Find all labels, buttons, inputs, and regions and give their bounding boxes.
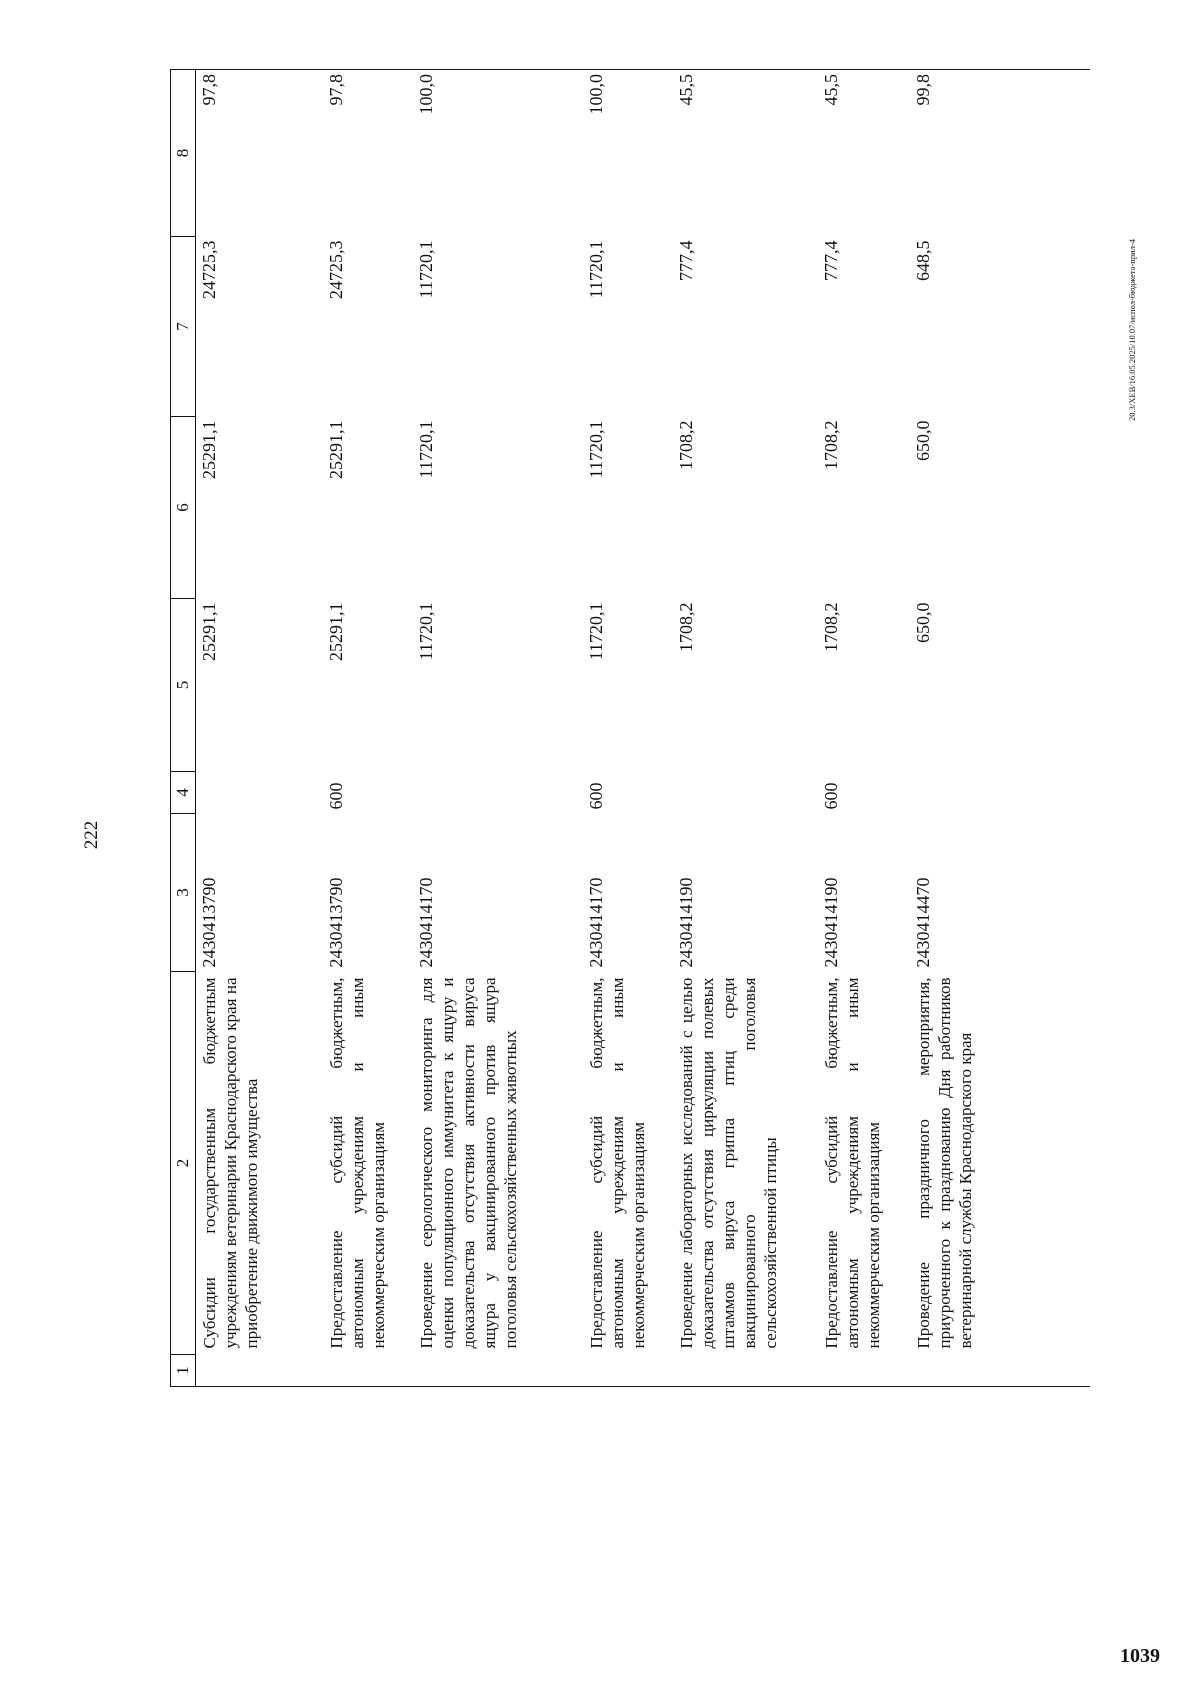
col-header-1: 1 — [171, 1355, 196, 1387]
table-row — [673, 70, 818, 1387]
table-row — [910, 70, 1090, 1387]
row-value-6: 11720,1 — [585, 420, 606, 479]
row-description: Предоставление субсидий бюджетным, автономным учреждениям и иным некоммерческим организациям — [326, 977, 388, 1349]
row-description: Предоставление субсидий бюджетным, автономным учреждениям и иным некоммерческим организациям — [821, 977, 883, 1349]
row-value-7: 777,4 — [675, 240, 696, 281]
row-expense-type — [910, 772, 1090, 814]
col-header-5: 5 — [171, 599, 196, 772]
col-header-6: 6 — [171, 417, 196, 599]
row-expense-type — [196, 772, 323, 814]
row-description: Проведение лабораторных исследований с целью доказательства отсутствия циркуляции полевых штаммов вируса гриппа птиц среди вакцинированного поголовья сельскохозяйственной птицы — [676, 977, 780, 1349]
row-number — [583, 1355, 673, 1387]
row-number — [818, 1355, 910, 1387]
row-value-7: 777,4 — [820, 240, 841, 281]
col-header-7: 7 — [171, 237, 196, 417]
col-header-3: 3 — [171, 814, 196, 972]
table-row — [818, 70, 910, 1387]
row-value-6: 650,0 — [912, 420, 933, 461]
col-header-2: 2 — [171, 972, 196, 1355]
row-percent: 100,0 — [413, 70, 583, 237]
row-value-7: 24725,3 — [325, 240, 346, 299]
row-number — [673, 1355, 818, 1387]
row-description: Проведение серологического мониторинга для оценки популяционного иммунитета к ящуру и доказательства отсутствия активности вируса ящура у вакцинированного против ящура поголовья сельскохозяйственных животных — [416, 977, 520, 1349]
row-number — [196, 1355, 323, 1387]
header-row — [171, 70, 196, 1387]
row-code: 2430414190 — [820, 877, 841, 968]
table-row — [583, 70, 673, 1387]
row-code: 2430414170 — [415, 877, 436, 968]
row-percent: 45,5 — [673, 70, 818, 237]
row-code: 2430413790 — [199, 877, 219, 968]
table-row — [323, 70, 413, 1387]
row-description: Проведение праздничного мероприятия, приуроченного к празднованию Дня работников ветеринарной службы Краснодарского края — [913, 977, 975, 1349]
row-value-5: 11720,1 — [415, 602, 436, 661]
col-header-8: 8 — [171, 70, 196, 237]
row-code: 2430414470 — [912, 877, 933, 968]
row-percent: 97,8 — [323, 70, 413, 237]
row-value-6: 11720,1 — [415, 420, 436, 479]
row-number — [910, 1355, 1090, 1387]
row-percent: 100,0 — [583, 70, 673, 237]
row-expense-type — [413, 772, 583, 814]
row-value-6: 25291,1 — [325, 420, 346, 479]
row-value-5: 1708,2 — [675, 602, 696, 652]
row-value-5: 1708,2 — [820, 602, 841, 652]
row-value-5: 11720,1 — [585, 602, 606, 661]
row-value-7: 24725,3 — [199, 240, 219, 299]
row-percent: 45,5 — [818, 70, 910, 237]
row-value-7: 11720,1 — [585, 240, 606, 299]
row-expense-type: 600 — [820, 782, 841, 810]
row-expense-type: 600 — [585, 782, 606, 810]
row-value-7: 11720,1 — [415, 240, 436, 299]
row-value-5: 25291,1 — [325, 602, 346, 661]
row-code: 2430414170 — [585, 877, 606, 968]
row-value-6: 1708,2 — [675, 420, 696, 470]
row-expense-type — [673, 772, 818, 814]
row-value-6: 1708,2 — [820, 420, 841, 470]
table-row — [196, 70, 323, 1387]
row-value-5: 650,0 — [912, 602, 933, 643]
row-code: 2430413790 — [325, 877, 346, 968]
budget-table — [170, 69, 1090, 1387]
row-description: Субсидии государственным бюджетным учреждениям ветеринарии Краснодарского края на приобретение движимого имущества — [200, 977, 261, 1349]
document-code: 20.3/ХЕВ/16.05.2025/10.07/испол-бюджета-прил-4 — [1127, 239, 1137, 421]
table-row — [413, 70, 583, 1387]
rotated-table-container — [170, 70, 1090, 1387]
row-expense-type: 600 — [325, 782, 346, 810]
row-percent: 97,8 — [196, 70, 323, 237]
page-number: 222 — [81, 820, 102, 850]
row-number — [323, 1355, 413, 1387]
row-code: 2430414190 — [675, 877, 696, 968]
row-value-6: 25291,1 — [199, 420, 219, 479]
row-value-7: 648,5 — [912, 240, 933, 281]
row-percent: 99,8 — [910, 70, 1090, 237]
sheet-number: 1039 — [1120, 1645, 1160, 1667]
row-value-5: 25291,1 — [199, 602, 219, 661]
col-header-4: 4 — [171, 772, 196, 814]
row-description: Предоставление субсидий бюджетным, автономным учреждениям и иным некоммерческим организациям — [586, 977, 648, 1349]
row-number — [413, 1355, 583, 1387]
